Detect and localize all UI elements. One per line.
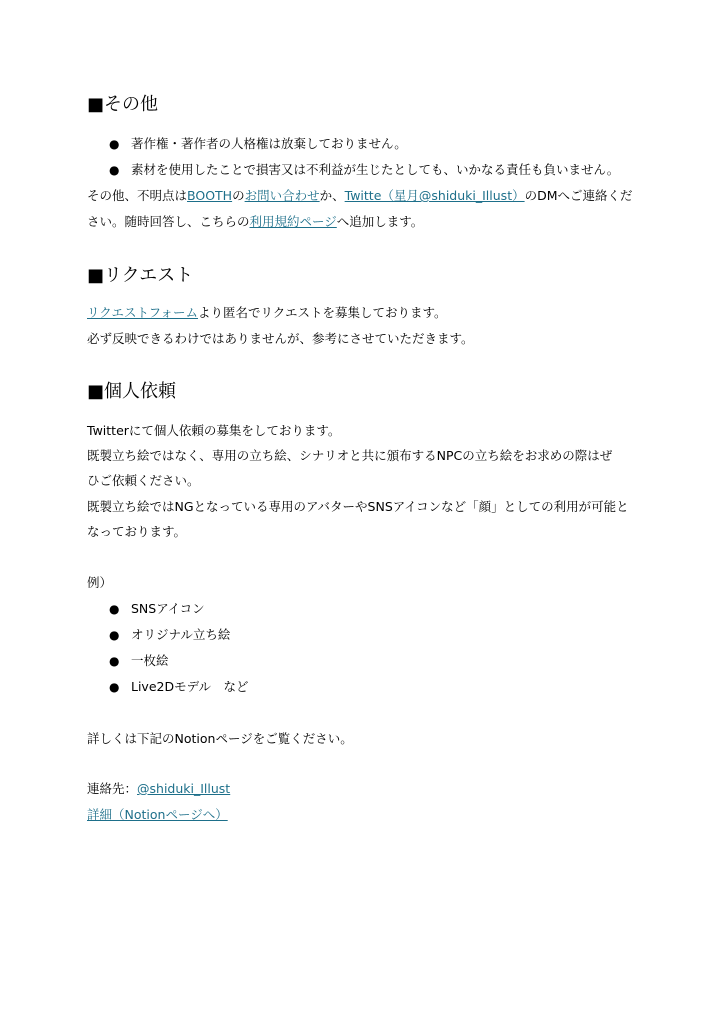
terms-page-link[interactable]: 利用規約ページ <box>249 214 337 229</box>
bullet-marker: ● <box>109 602 120 616</box>
example-item: オリジナル立ち絵 <box>131 627 231 642</box>
contact-line <box>87 780 230 798</box>
bullet-marker: ● <box>109 137 120 151</box>
contact-label: 連絡先： <box>87 781 138 796</box>
twitter-link[interactable]: Twitte（星月@shiduki_Illust） <box>344 188 525 203</box>
text: さい。随時回答し、こちらの <box>87 214 250 229</box>
example-item: 一枚絵 <box>131 653 169 668</box>
example-item: Live2Dモデル など <box>131 679 249 694</box>
bullet-copyright: 著作権・著作者の人格権は放棄しておりません。 <box>131 136 407 151</box>
text: その他、不明点は <box>87 188 188 203</box>
commission-line-1: Twitterにて個人依頼の募集をしております。 <box>87 423 341 438</box>
commission-line-2: 既製立ち絵ではなく、専用の立ち絵、シナリオと共に頒布するNPCの立ち絵をお求めの際はぜ <box>87 448 613 463</box>
request-form-link[interactable]: リクエストフォーム <box>87 305 199 320</box>
notion-details-link[interactable]: 詳細（Notionページへ） <box>87 807 228 822</box>
notion-note: 詳しくは下記のNotionページをご覧ください。 <box>87 731 353 746</box>
text: のDMへご連絡くだ <box>524 188 633 203</box>
text: へ追加します。 <box>336 214 424 229</box>
bullet-marker: ● <box>109 163 120 177</box>
commission-line-4: 既製立ち絵ではNGとなっている専用のアバターやSNSアイコンなど「顔」としての利用が可能と <box>87 499 629 514</box>
contact-twitter-link[interactable]: @shiduki_Illust <box>137 781 231 796</box>
details-line <box>87 806 228 824</box>
bullet-marker: ● <box>109 680 120 694</box>
text: より匿名でリクエストを募集しております。 <box>198 305 447 320</box>
contact-paragraph-line-2 <box>87 213 423 231</box>
booth-link[interactable]: BOOTH <box>187 188 233 203</box>
example-item: SNSアイコン <box>131 601 205 616</box>
bullet-marker: ● <box>109 654 120 668</box>
contact-paragraph-line-1 <box>87 187 633 205</box>
example-label: 例） <box>87 575 113 590</box>
text: か、 <box>319 188 345 203</box>
bullet-marker: ● <box>109 628 120 642</box>
heading-commission: ■個人依頼 <box>87 381 177 402</box>
commission-line-3: ひご依頼ください。 <box>87 473 200 488</box>
text: の <box>232 188 245 203</box>
commission-line-5: なっております。 <box>87 524 187 539</box>
contact-form-link[interactable]: お問い合わせ <box>244 188 320 203</box>
heading-request: ■リクエスト <box>87 265 194 286</box>
heading-other: ■その他 <box>87 94 159 115</box>
request-line-1 <box>87 304 447 322</box>
bullet-liability: 素材を使用したことで損害又は不利益が生じたとしても、いかなる責任も負いません。 <box>131 162 620 177</box>
request-line-2: 必ず反映できるわけではありませんが、参考にさせていただきます。 <box>87 331 474 346</box>
